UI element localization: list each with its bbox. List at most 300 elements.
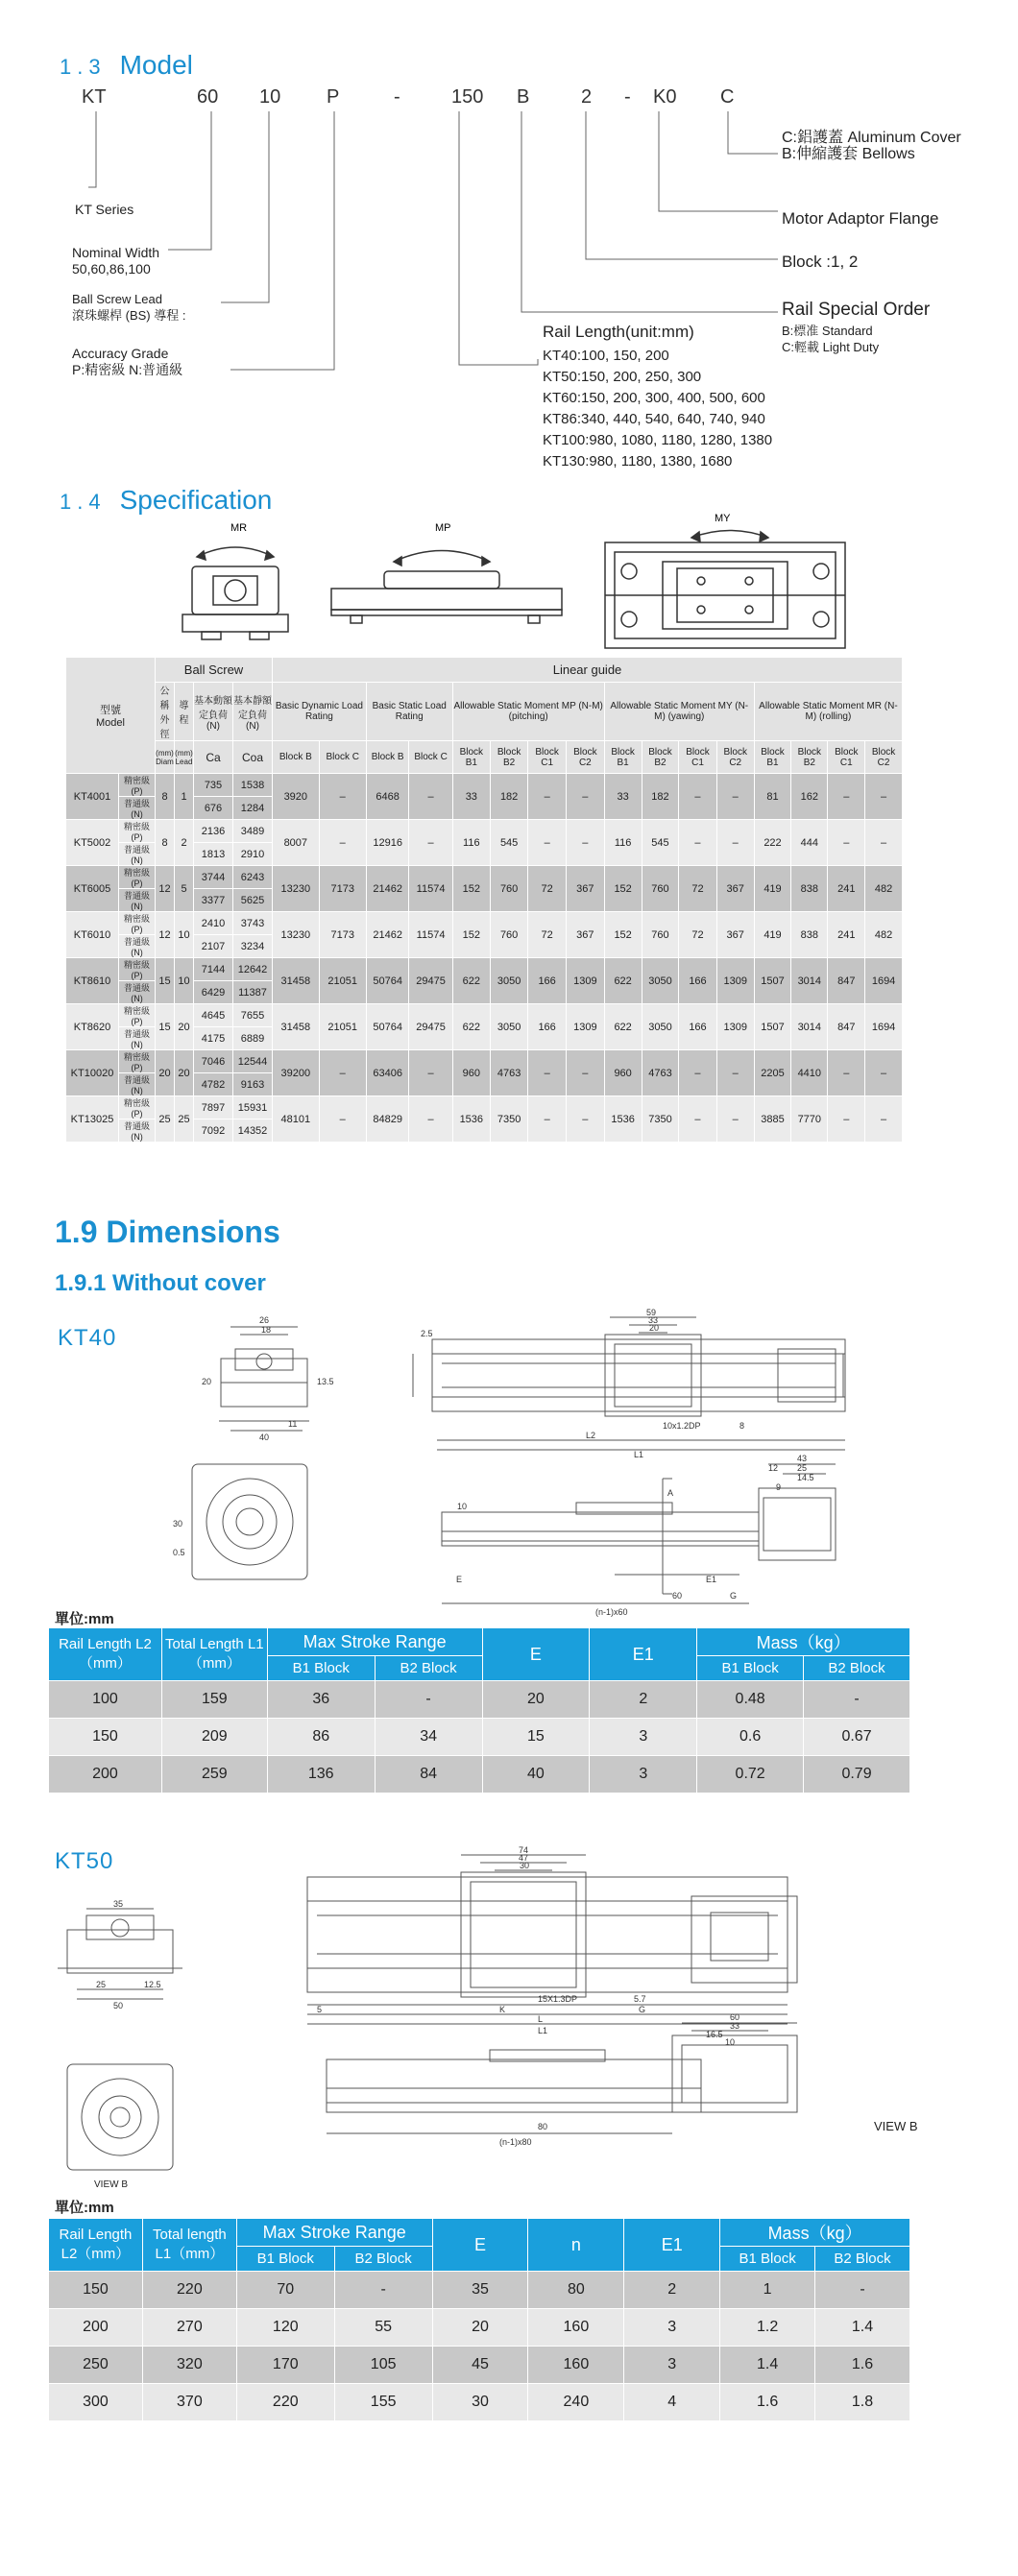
spec-diam: 12 [156,866,175,912]
spec-head-block: Block B1 [452,741,490,774]
table-row [49,2384,910,2421]
kt40-head-total: Total Length L1（mm） [161,1628,267,1681]
dim-60: 60 [672,1591,683,1601]
rail-length-line: KT100:980, 1080, 1180, 1280, 1380 [543,432,773,448]
dim-35: 35 [113,1899,124,1909]
table-cell: 1.4 [815,2309,910,2347]
table-cell: 3 [590,1719,697,1756]
spec-head-static: Basic Static Load Rating [366,683,452,741]
spec-model: KT6010 [66,912,119,958]
dim-80: 80 [538,2122,548,2131]
spec-guide-value: – [865,820,903,866]
nominal-width-label [72,245,159,277]
spec-guide-value: – [716,1096,754,1143]
spec-guide-value: – [409,1050,452,1096]
spec-guide-value: 39200 [273,1050,320,1096]
dim-18: 18 [261,1325,272,1335]
spec-model: KT6005 [66,866,119,912]
spec-guide-value: 72 [528,912,567,958]
spec-guide-value: 6468 [366,774,409,820]
spec-guide-value: – [409,820,452,866]
spec-lead: 10 [175,912,194,958]
dim-33: 33 [648,1315,659,1325]
dim-0-5: 0.5 [173,1548,185,1557]
spec-coa-p: 15931 [233,1096,273,1119]
spec-guide-value: 1694 [865,1004,903,1050]
spec-guide-value: 152 [604,912,642,958]
my-label: MY [715,513,731,524]
dim-2-5: 2.5 [421,1329,433,1338]
rail-length-line: KT60:150, 200, 300, 400, 500, 600 [543,390,765,406]
spec-guide-value: – [566,1096,604,1143]
table-cell: 2 [590,1681,697,1719]
spec-grade-n: 普通級(N) [119,1119,156,1143]
kt50-head-stroke: Max Stroke Range [236,2219,432,2247]
spec-guide-value: 622 [604,958,642,1004]
dim-8: 8 [739,1421,745,1431]
spec-head-block: Block C2 [566,741,604,774]
table-cell: 159 [161,1681,267,1719]
spec-ca-n: 4175 [194,1027,233,1050]
spec-guide-value: – [679,774,716,820]
spec-ca-n: 3377 [194,889,233,912]
spec-coa-n: 1284 [233,797,273,820]
model-code-4: - [394,86,400,108]
spec-grade-n: 普通級(N) [119,889,156,912]
spec-guide-value: 960 [604,1050,642,1096]
spec-guide-value: 13230 [273,912,320,958]
block-label: Block :1, 2 [782,253,859,271]
kt40-head-rail: Rail Length L2（mm） [49,1628,162,1681]
spec-grade-p: 精密級(P) [119,1004,156,1027]
table-cell: 120 [236,2309,334,2347]
kt-series-label: KT Series [75,202,134,217]
table-row [49,2309,910,2347]
spec-guide-value: 1309 [566,1004,604,1050]
spec-model: KT4001 [66,774,119,820]
spec-guide-value: 367 [716,866,754,912]
spec-guide-value: 8007 [273,820,320,866]
ball-screw-lead-label [72,291,185,324]
table-cell: 70 [236,2272,334,2309]
spec-guide-value: – [409,1096,452,1143]
table-row [49,1681,910,1719]
spec-head-model [66,658,156,774]
spec-guide-value: – [679,1096,716,1143]
spec-guide-value: 116 [452,820,490,866]
spec-guide-value: 11574 [409,912,452,958]
spec-guide-value: 367 [566,912,604,958]
spec-guide-value: 838 [791,866,828,912]
kt40-unit: 單位:mm [55,1611,114,1627]
spec-diam: 20 [156,1050,175,1096]
table-cell: 55 [334,2309,432,2347]
spec-coa-n: 6889 [233,1027,273,1050]
spec-head-od: 公稱外徑 [156,683,175,741]
spec-guide-value: 419 [754,912,790,958]
dim-e: E [456,1575,463,1584]
spec-guide-value: 116 [604,820,642,866]
kt40-head-b2: B2 Block [375,1656,482,1681]
spec-coa-p: 7655 [233,1004,273,1027]
kt40-head-mass: Mass（kg） [697,1628,910,1656]
dim-g: G [639,2005,646,2014]
spec-guide-value: 166 [679,958,716,1004]
spec-diam: 25 [156,1096,175,1143]
spec-head-dynamic: Basic Dynamic Load Rating [273,683,367,741]
spec-grade-p: 精密級(P) [119,866,156,889]
table-cell: - [804,1681,910,1719]
spec-head-block: Block C [409,741,452,774]
accuracy-grade-values: P:精密級 N:普通級 [72,362,183,377]
table-row [49,2347,910,2384]
table-row [49,1719,910,1756]
spec-guide-value: 33 [452,774,490,820]
spec-guide-value: 1309 [716,958,754,1004]
table-cell: 200 [49,1756,162,1794]
spec-guide-value: 21462 [366,912,409,958]
spec-head-block: Block B2 [791,741,828,774]
spec-guide-value: – [319,774,366,820]
table-cell: 3 [624,2309,720,2347]
spec-guide-value: – [319,1096,366,1143]
spec-guide-value: 1507 [754,1004,790,1050]
spec-guide-value: 21462 [366,866,409,912]
spec-ca-n: 4782 [194,1073,233,1096]
spec-model: KT10020 [66,1050,119,1096]
spec-guide-value: 419 [754,866,790,912]
dim-9: 9 [776,1482,782,1492]
rail-length-title: Rail Length(unit:mm) [543,323,694,341]
spec-guide-value: 7173 [319,866,366,912]
spec-head-block: Block B2 [490,741,527,774]
table-cell: 4 [624,2384,720,2421]
section-title: Specification [119,485,273,515]
table-cell: 170 [236,2347,334,2384]
spec-ca-n: 2107 [194,935,233,958]
spec-coa-n: 5625 [233,889,273,912]
table-cell: 3 [590,1756,697,1794]
kt50-table [48,2218,910,2421]
spec-grade-p: 精密級(P) [119,912,156,935]
spec-lead: 2 [175,820,194,866]
spec-coa-n: 14352 [233,1119,273,1143]
kt40-head-stroke: Max Stroke Range [267,1628,482,1656]
spec-guide-value: 7173 [319,912,366,958]
spec-coa-p: 3489 [233,820,273,843]
spec-guide-value: 50764 [366,958,409,1004]
spec-guide-value: 11574 [409,866,452,912]
spec-coa-n: 9163 [233,1073,273,1096]
spec-ca-p: 7897 [194,1096,233,1119]
spec-guide-value: 367 [566,866,604,912]
dim-25: 25 [96,1980,107,1989]
spec-guide-value: – [828,774,865,820]
table-cell: 155 [334,2384,432,2421]
dim-50: 50 [113,2001,124,2010]
spec-diam: 8 [156,820,175,866]
spec-guide-value: 31458 [273,1004,320,1050]
specification-table [65,657,903,1143]
spec-guide-value: 21051 [319,1004,366,1050]
spec-guide-value: 222 [754,820,790,866]
dim-20b: 20 [649,1323,660,1333]
spec-row [66,912,903,935]
model-code-1: 60 [197,86,219,108]
spec-coa-p: 6243 [233,866,273,889]
spec-guide-value: – [716,1050,754,1096]
dim-74: 74 [519,1845,529,1855]
spec-head-block: Block C [319,741,366,774]
spec-head-lead: 導程 [175,683,194,741]
spec-grade-n: 普通級(N) [119,981,156,1004]
spec-guide-value: – [566,820,604,866]
spec-head-block: Block C1 [679,741,716,774]
kt50-head-b2: B2 Block [334,2247,432,2272]
spec-head-block: Block C1 [528,741,567,774]
dim-60: 60 [730,2012,740,2022]
spec-guide-value: 182 [490,774,527,820]
table-cell: 220 [142,2272,236,2309]
section-a-label: A [667,1488,674,1498]
spec-guide-value: 72 [679,866,716,912]
spec-guide-value: – [409,774,452,820]
table-cell: 150 [49,1719,162,1756]
spec-guide-value: 12916 [366,820,409,866]
kt40-head-b1: B1 Block [267,1656,375,1681]
kt50-drawings [0,1843,1018,2170]
spec-ca-n: 6429 [194,981,233,1004]
spec-diam: 12 [156,912,175,958]
table-cell: 40 [482,1756,590,1794]
table-cell: 84 [375,1756,482,1794]
table-cell: 100 [49,1681,162,1719]
table-cell: 1 [720,2272,815,2309]
table-cell: 80 [528,2272,624,2309]
rail-standard: B:標准 Standard [782,324,873,338]
table-cell: 20 [482,1681,590,1719]
table-cell: 259 [161,1756,267,1794]
table-cell: 20 [432,2309,528,2347]
spec-ca-p: 2410 [194,912,233,935]
section-1-4-title [60,485,272,516]
table-cell: 15 [482,1719,590,1756]
dim-n-80: (n-1)x80 [499,2137,532,2147]
kt50-head-e1: E1 [624,2219,720,2272]
kt40-head-mass-b1: B1 Block [697,1656,804,1681]
dim-k: K [499,2005,506,2014]
accuracy-grade-label [72,346,182,378]
section-1-9-title: 1.9 Dimensions [55,1215,280,1249]
spec-head-block: Block B [366,741,409,774]
spec-guide-value: 545 [490,820,527,866]
spec-grade-p: 精密級(P) [119,958,156,981]
dim-43: 43 [797,1454,808,1463]
spec-guide-value: 3885 [754,1096,790,1143]
accuracy-grade-title: Accuracy Grade [72,346,169,361]
spec-guide-value: 7350 [490,1096,527,1143]
spec-head-block: Block C2 [716,741,754,774]
spec-ca-n: 1813 [194,843,233,866]
spec-coa-p: 12642 [233,958,273,981]
dim-5: 5 [317,2005,323,2014]
dim-30: 30 [520,1861,530,1870]
table-cell: 300 [49,2384,143,2421]
spec-diam: 15 [156,958,175,1004]
spec-guide-value: 166 [528,958,567,1004]
model-code-9: K0 [653,86,677,108]
spec-guide-value: 760 [642,912,679,958]
spec-guide-value: 1309 [716,1004,754,1050]
dim-5-7: 5.7 [634,1994,646,2004]
model-en: Model [96,717,125,729]
spec-grade-p: 精密級(P) [119,1050,156,1073]
spec-guide-value: 241 [828,866,865,912]
spec-guide-value: 3050 [642,958,679,1004]
motor-adaptor-label: Motor Adaptor Flange [782,209,939,228]
dim-11: 11 [288,1419,298,1429]
spec-head-mm-diam: (mm) Diam [156,741,175,774]
kt50-head-mass-b1: B1 Block [720,2247,815,2272]
spec-head-mr: Allowable Static Moment MR (N-M) (rolling) [754,683,902,741]
spec-model: KT13025 [66,1096,119,1143]
spec-grade-p: 精密級(P) [119,1096,156,1119]
table-cell: 1.4 [720,2347,815,2384]
dim-l: L [538,2014,544,2024]
spec-guide-value: 3920 [273,774,320,820]
table-cell: 320 [142,2347,236,2384]
spec-guide-value: 31458 [273,958,320,1004]
spec-guide-value: 21051 [319,958,366,1004]
mr-label: MR [230,522,248,534]
spec-head-block: Block C1 [828,741,865,774]
spec-diam: 15 [156,1004,175,1050]
spec-guide-value: 162 [791,774,828,820]
spec-head-ball-screw: Ball Screw [156,658,273,683]
spec-guide-value: – [716,774,754,820]
spec-guide-value: 7770 [791,1096,828,1143]
spec-guide-value: – [528,1096,567,1143]
rail-light-duty: C:輕載 Light Duty [782,340,880,354]
spec-guide-value: – [566,1050,604,1096]
table-cell: 105 [334,2347,432,2384]
table-cell: - [375,1681,482,1719]
spec-guide-value: 50764 [366,1004,409,1050]
spec-row [66,1096,903,1119]
rail-length-lines [543,346,772,472]
dim-n-60: (n-1)x60 [595,1607,628,1617]
table-cell: 270 [142,2309,236,2347]
kt50-title: KT50 [55,1848,114,1874]
spec-guide-value: – [528,774,567,820]
spec-guide-value: 84829 [366,1096,409,1143]
spec-guide-value: 482 [865,866,903,912]
table-cell: 0.6 [697,1719,804,1756]
model-code-5: 150 [451,86,484,108]
spec-head-block: Block B [273,741,320,774]
spec-ca-p: 2136 [194,820,233,843]
section-title: Model [119,50,193,80]
rail-length-block [543,323,772,472]
spec-guide-value: 166 [679,1004,716,1050]
spec-guide-value: 4410 [791,1050,828,1096]
kt50-head-total: Total length L1（mm） [142,2219,236,2272]
spec-guide-value: – [679,820,716,866]
view-b-label: VIEW B [874,2119,918,2133]
kt50-head-b1: B1 Block [236,2247,334,2272]
table-cell: 86 [267,1719,375,1756]
spec-guide-value: – [865,1096,903,1143]
dim-e1: E1 [706,1575,717,1584]
table-cell: 1.6 [815,2347,910,2384]
spec-guide-value: 152 [452,866,490,912]
spec-row [66,774,903,797]
table-cell: 160 [528,2347,624,2384]
spec-guide-value: 29475 [409,1004,452,1050]
table-cell: 250 [49,2347,143,2384]
spec-grade-n: 普通級(N) [119,1027,156,1050]
table-cell: 136 [267,1756,375,1794]
spec-guide-value: – [828,820,865,866]
model-code-0: KT [82,86,107,108]
spec-guide-value: 1507 [754,958,790,1004]
spec-guide-value: – [528,1050,567,1096]
table-cell: 0.79 [804,1756,910,1794]
spec-guide-value: 838 [791,912,828,958]
table-cell: 1.2 [720,2309,815,2347]
spec-head-mp: Allowable Static Moment MP (N-M) (pitching) [452,683,604,741]
dim-59: 59 [646,1308,657,1317]
spec-guide-value: 482 [865,912,903,958]
spec-lead: 20 [175,1050,194,1096]
table-cell: 150 [49,2272,143,2309]
spec-guide-value: 760 [490,912,527,958]
spec-guide-value: 241 [828,912,865,958]
mp-label: MP [435,522,451,534]
spec-guide-value: 3050 [490,958,527,1004]
spec-guide-value: 72 [528,866,567,912]
spec-guide-value: 1536 [604,1096,642,1143]
dim-10: 10 [457,1502,468,1511]
dim-26: 26 [259,1315,270,1325]
model-code-2: 10 [259,86,281,108]
table-cell: 1.6 [720,2384,815,2421]
dim-12-5: 12.5 [144,1980,161,1989]
table-row [49,1756,910,1794]
dim-16-5: 16.5 [706,2030,723,2039]
table-cell: - [815,2272,910,2309]
spec-model: KT8610 [66,958,119,1004]
table-cell: 200 [49,2309,143,2347]
kt40-drawings [0,1306,1018,1632]
table-cell: 240 [528,2384,624,2421]
spec-guide-value: – [528,820,567,866]
spec-ca-p: 735 [194,774,233,797]
spec-guide-value: 3014 [791,958,828,1004]
rail-length-line: KT40:100, 150, 200 [543,348,669,364]
spec-guide-value: – [319,820,366,866]
model-code-10: C [720,86,735,108]
rail-length-line: KT50:150, 200, 250, 300 [543,369,702,385]
model-code-7: 2 [581,86,593,108]
rail-special-order-label: Rail Special Order [782,300,931,320]
kt50-head-e: E [432,2219,528,2272]
dim-15x1-3dp: 15X1.3DP [538,1994,578,2004]
spec-grade-p: 精密級(P) [119,774,156,797]
kt50-unit: 單位:mm [55,2200,114,2216]
kt50-head-mass: Mass（kg） [720,2219,910,2247]
moment-diagrams [0,513,1018,672]
